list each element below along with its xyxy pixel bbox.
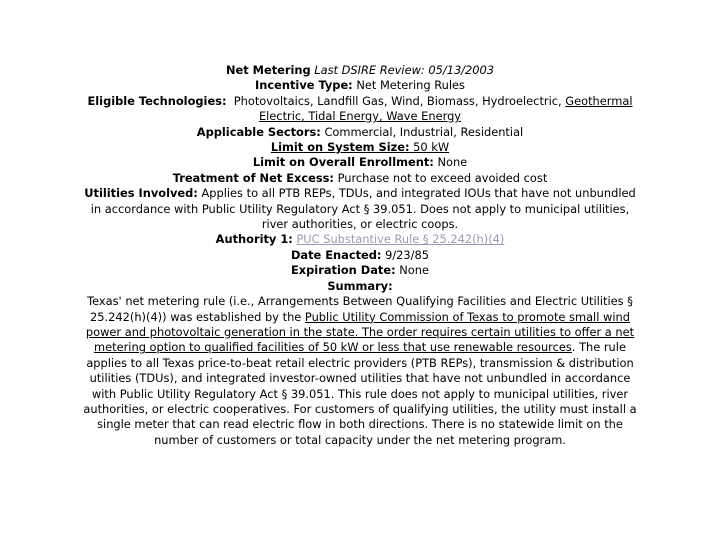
limit-system-size-value: 50 kW	[413, 140, 450, 155]
applicable-sectors-value: Commercial, Industrial, Residential	[324, 124, 524, 139]
date-enacted-row	[44, 248, 676, 263]
applicable-sectors-row	[44, 125, 676, 140]
incentive-type-row	[44, 78, 676, 93]
summary-line-1: Texas' net metering rule (i.e., Arrangements Between Qualifying Facilities and Electric Utilities §	[87, 294, 633, 309]
eligible-technologies-label: Eligible Technologies:	[87, 93, 227, 108]
review-label: Last DSIRE Review:	[314, 63, 425, 77]
authority-label: Authority 1:	[215, 232, 293, 247]
summary-line-2-text: 25.242(h)(4)) was established by the	[90, 309, 305, 324]
eligible-technologies-row	[44, 94, 676, 109]
eligible-technologies-underlined: Geothermal	[565, 93, 633, 108]
date-enacted-value: 9/23/85	[385, 247, 430, 262]
utilities-involved-line3: river authorities, or electric coops.	[261, 217, 459, 232]
date-enacted-label: Date Enacted:	[290, 247, 382, 262]
summary-label: Summary:	[327, 278, 393, 293]
summary-line-7: with Public Utility Regulatory Act § 39.051. This rule does not apply to municipal utilities, river	[91, 386, 629, 401]
review-date: 05/13/2003	[428, 63, 495, 77]
treatment-excess-label: Treatment of Net Excess:	[172, 170, 334, 185]
summary-line-3: power and photovoltaic generation in the state. The order requires certain utilities to offer a net	[85, 324, 635, 339]
expiration-date-label: Expiration Date:	[291, 263, 396, 278]
summary-heading	[44, 279, 676, 294]
summary-line-4-text: . The rule	[571, 340, 626, 355]
authority-row	[44, 232, 676, 247]
treatment-excess-value: Purchase not to exceed avoided cost	[337, 170, 548, 185]
summary-line-5: applies to all Texas price-to-beat retail electric providers (PTB REPs), transmission & distribution	[86, 355, 634, 370]
eligible-technologies-continued: Electric, Tidal Energy, Wave Energy	[258, 109, 462, 124]
summary-line-2	[44, 310, 676, 325]
limit-enrollment-label: Limit on Overall Enrollment:	[252, 155, 434, 170]
limit-enrollment-value: None	[437, 155, 468, 170]
incentive-type-value: Net Metering Rules	[356, 78, 465, 93]
page-title: Net Metering	[225, 63, 311, 77]
limit-system-size-label: Limit on System Size:	[270, 140, 410, 155]
treatment-excess-row	[44, 171, 676, 186]
utilities-involved-row	[44, 186, 676, 201]
authority-link[interactable]: PUC Substantive Rule § 25.242(h)(4)	[296, 232, 505, 247]
summary-line-8: authorities, or electric cooperatives. For customers of qualifying utilities, the utility must install a	[83, 401, 637, 416]
utilities-involved-line1: Applies to all PTB REPs, TDUs, and integrated IOUs that have not unbundled	[201, 186, 636, 201]
expiration-date-row	[44, 263, 676, 278]
summary-line-9: single meter that can read electric flow in both directions. There is no statewide limit on the	[97, 417, 623, 432]
summary-line-10: number of customers or total capacity under the net metering program.	[154, 432, 566, 447]
summary-line-2-underlined: Public Utility Commission of Texas to promote small wind	[304, 309, 630, 324]
expiration-date-value: None	[399, 263, 429, 278]
utilities-involved-line2: in accordance with Public Utility Regulatory Act § 39.051. Does not apply to municipal utilities,	[90, 201, 630, 216]
utilities-involved-label: Utilities Involved:	[84, 186, 198, 201]
incentive-type-label: Incentive Type:	[255, 78, 353, 93]
header-line	[44, 63, 676, 78]
summary-line-4	[44, 340, 676, 355]
summary-line-4-underlined: metering option to qualified facilities of 50 kW or less that use renewable resources	[94, 340, 572, 355]
applicable-sectors-label: Applicable Sectors:	[196, 124, 321, 139]
document-body	[44, 63, 676, 448]
summary-line-6: utilities (TDUs), and integrated investor-owned utilities that have not unbundled in accordance	[89, 371, 631, 386]
limit-enrollment-row	[44, 155, 676, 170]
eligible-technologies-value: Photovoltaics, Landfill Gas, Wind, Biomass, Hydroelectric,	[233, 93, 566, 108]
limit-system-size-row	[44, 140, 676, 155]
